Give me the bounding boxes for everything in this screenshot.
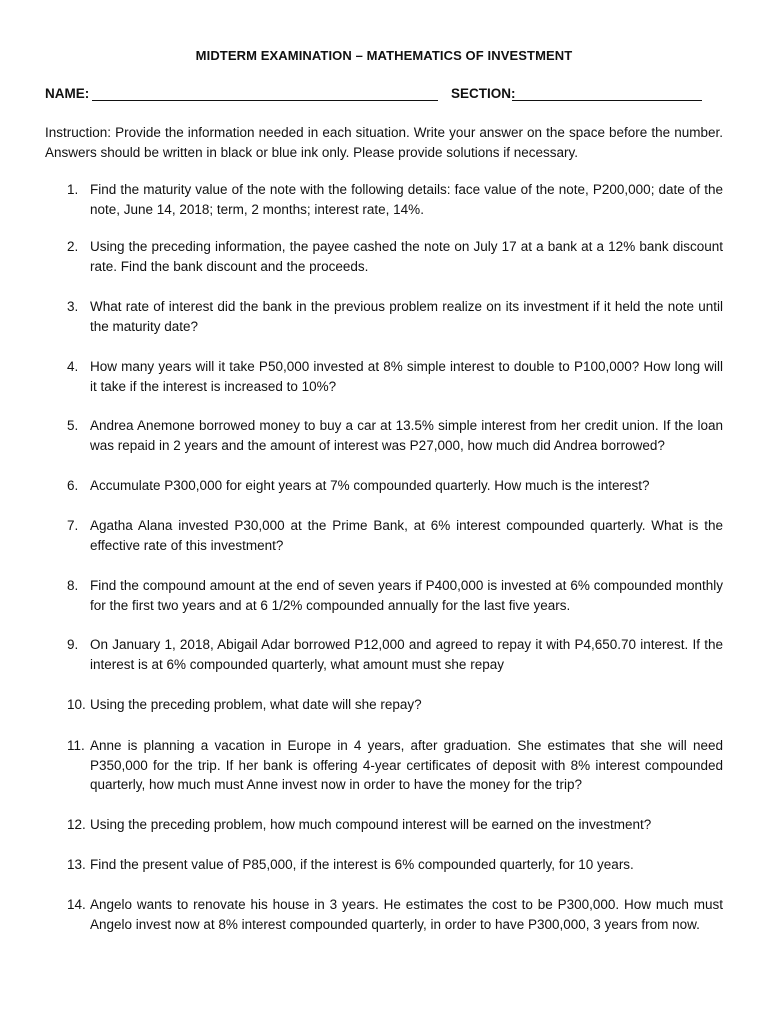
question-text: Accumulate P300,000 for eight years at 7% compounded quarterly. How much is the interest? xyxy=(90,478,650,493)
question-7 xyxy=(45,516,723,555)
question-text: Anne is planning a vacation in Europe in 4 years, after graduation. She estimates that she will need P350,000 for the trip. If her bank is offering 4-year certificates of deposit with 8% interest compounded quarterly, how much must Anne invest now in order to have the money for the trip? xyxy=(90,738,723,792)
question-2 xyxy=(45,237,723,276)
name-label: NAME: xyxy=(45,86,90,101)
question-number: 5. xyxy=(67,418,79,433)
question-text: Agatha Alana invested P30,000 at the Prime Bank, at 6% interest compounded quarterly. What is the effective rate of this investment? xyxy=(90,518,723,553)
question-text: Using the preceding problem, how much compound interest will be earned on the investment? xyxy=(90,817,652,832)
question-number: 10. xyxy=(67,697,86,712)
question-number: 1. xyxy=(67,182,79,197)
question-number: 9. xyxy=(67,637,79,652)
question-11 xyxy=(45,736,723,795)
question-14 xyxy=(45,895,723,934)
question-number: 14. xyxy=(67,897,86,912)
question-number: 6. xyxy=(67,478,79,493)
name-blank-line xyxy=(92,100,438,101)
question-text: Using the preceding information, the payee cashed the note on July 17 at a bank at a 12% bank discount rate. Find the bank discount and the proceeds. xyxy=(90,239,723,274)
section-blank-line xyxy=(512,100,702,101)
question-4 xyxy=(45,357,723,396)
instruction-text: Instruction: Provide the information needed in each situation. Write your answer on the space before the number. Answers should be written in black or blue ink only. Please provide solutions if necessary. xyxy=(45,125,723,160)
question-12 xyxy=(45,815,723,835)
question-number: 13. xyxy=(67,857,86,872)
question-13 xyxy=(45,855,723,875)
question-number: 11. xyxy=(67,738,85,753)
question-5 xyxy=(45,416,723,455)
question-text: Find the maturity value of the note with the following details: face value of the note, P200,000; date of the note, June 14, 2018; term, 2 months; interest rate, 14%. xyxy=(90,182,723,217)
question-number: 4. xyxy=(67,359,79,374)
question-text: On January 1, 2018, Abigail Adar borrowed P12,000 and agreed to repay it with P4,650.70 interest. If the interest is at 6% compounded quarterly, what amount must she repay xyxy=(90,637,723,672)
exam-title: MIDTERM EXAMINATION – MATHEMATICS OF INVESTMENT xyxy=(195,48,573,63)
question-text: Using the preceding problem, what date will she repay? xyxy=(90,697,422,712)
question-text: How many years will it take P50,000 invested at 8% simple interest to double to P100,000? How long will it take if the interest is increased to 10%? xyxy=(90,359,723,394)
question-3 xyxy=(45,297,723,336)
question-8 xyxy=(45,576,723,615)
question-text: Andrea Anemone borrowed money to buy a car at 13.5% simple interest from her credit union. If the loan was repaid in 2 years and the amount of interest was P27,000, how much did Andrea borrowed? xyxy=(90,418,723,453)
section-label: SECTION: xyxy=(451,86,516,101)
question-text: What rate of interest did the bank in the previous problem realize on its investment if it held the note until the maturity date? xyxy=(90,299,723,334)
question-9 xyxy=(45,635,723,674)
question-number: 12. xyxy=(67,817,86,832)
question-number: 7. xyxy=(67,518,79,533)
question-number: 8. xyxy=(67,578,79,593)
question-number: 3. xyxy=(67,299,79,314)
question-1 xyxy=(45,180,723,219)
question-number: 2. xyxy=(67,239,79,254)
question-6 xyxy=(45,476,723,496)
question-text: Find the present value of P85,000, if the interest is 6% compounded quarterly, for 10 years. xyxy=(90,857,634,872)
question-text: Angelo wants to renovate his house in 3 years. He estimates the cost to be P300,000. How much must Angelo invest now at 8% interest compounded quarterly, in order to have P300,000, 3 years from now. xyxy=(90,897,723,932)
question-text: Find the compound amount at the end of seven years if P400,000 is invested at 6% compounded monthly for the first two years and at 6 1/2% compounded annually for the last five years. xyxy=(90,578,723,613)
name-section-row xyxy=(45,86,725,106)
question-10 xyxy=(45,695,723,715)
